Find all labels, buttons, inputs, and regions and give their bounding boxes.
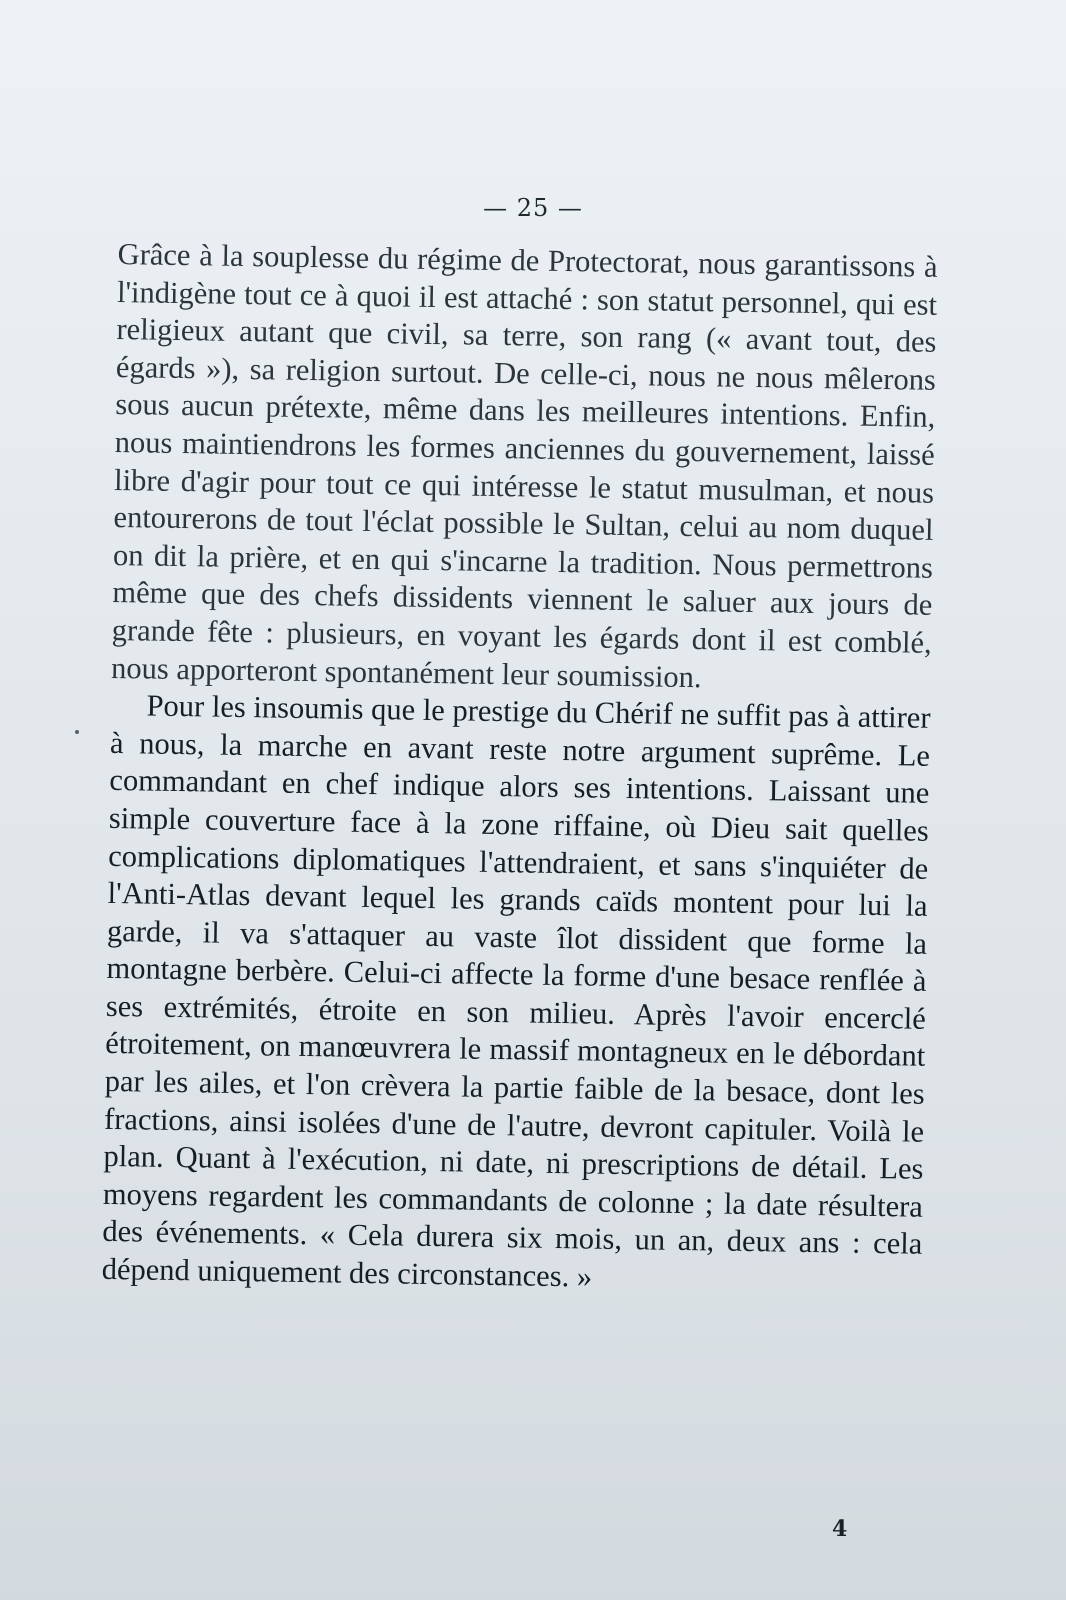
signature-mark: 4 xyxy=(832,1516,848,1542)
paragraph-1: Grâce à la souplesse du régime de Protectorat, nous garantissons à l'indigène tout ce à quoi il est attaché : son statut personnel, qui est religieux autant que civil, sa terre, son rang (« avant tout, des égards »), sa religion surtout. De celle-ci, nous ne nous mêlerons sous aucun prétexte, même dans les meilleures intentions. Enfin, nous maintiendrons les formes anciennes du gouvernement, laissé libre d'agir pour tout ce qui intéresse le statut musulman, et nous entourerons de tout l'éclat possible le Sultan, celui au nom duquel on dit la prière, et en qui s'incarne la tradition. Nous permettrons même que des chefs dissidents viennent le saluer aux jours de grande fête : plusieurs, en voyant les égards dont il est comblé, nous apporteront spontanément leur soumission. xyxy=(110,236,938,694)
body-text xyxy=(101,236,937,1301)
paragraph-2: Pour les insoumis que le prestige du Chérif ne suffit pas à attirer à nous, la marche en avant reste notre argument suprême. Le commandant en chef indique alors ses intentions. Laissant une simple couverture face à la zone riffaine, où Dieu sait quelles complications diplomatiques l'attendraient, et sans s'inquiéter de l'Anti-Atlas devant lequel les grands caïds montent pour lui la garde, il va s'attaquer au vaste îlot dissident que forme la montagne berbère. Celui-ci affecte la forme d'une besace renflée à ses extrémités, étroite en son milieu. Après l'avoir encerclé étroitement, on manœuvrera le massif montagneux en le débordant par les ailes, et l'on crèvera la partie faible de la besace, dont les fractions, ainsi isolées d'une de l'autre, devront capituler. Voilà le plan. Quant à l'exécution, ni date, ni prescriptions de détail. Les moyens regardent les commandants de colonne ; la date résultera des événements. « Cela durera six mois, un an, deux ans : cela dépend uniquement des circonstances. » xyxy=(101,688,931,1294)
margin-mark xyxy=(75,730,79,734)
page-number: — 25 — xyxy=(483,194,583,222)
